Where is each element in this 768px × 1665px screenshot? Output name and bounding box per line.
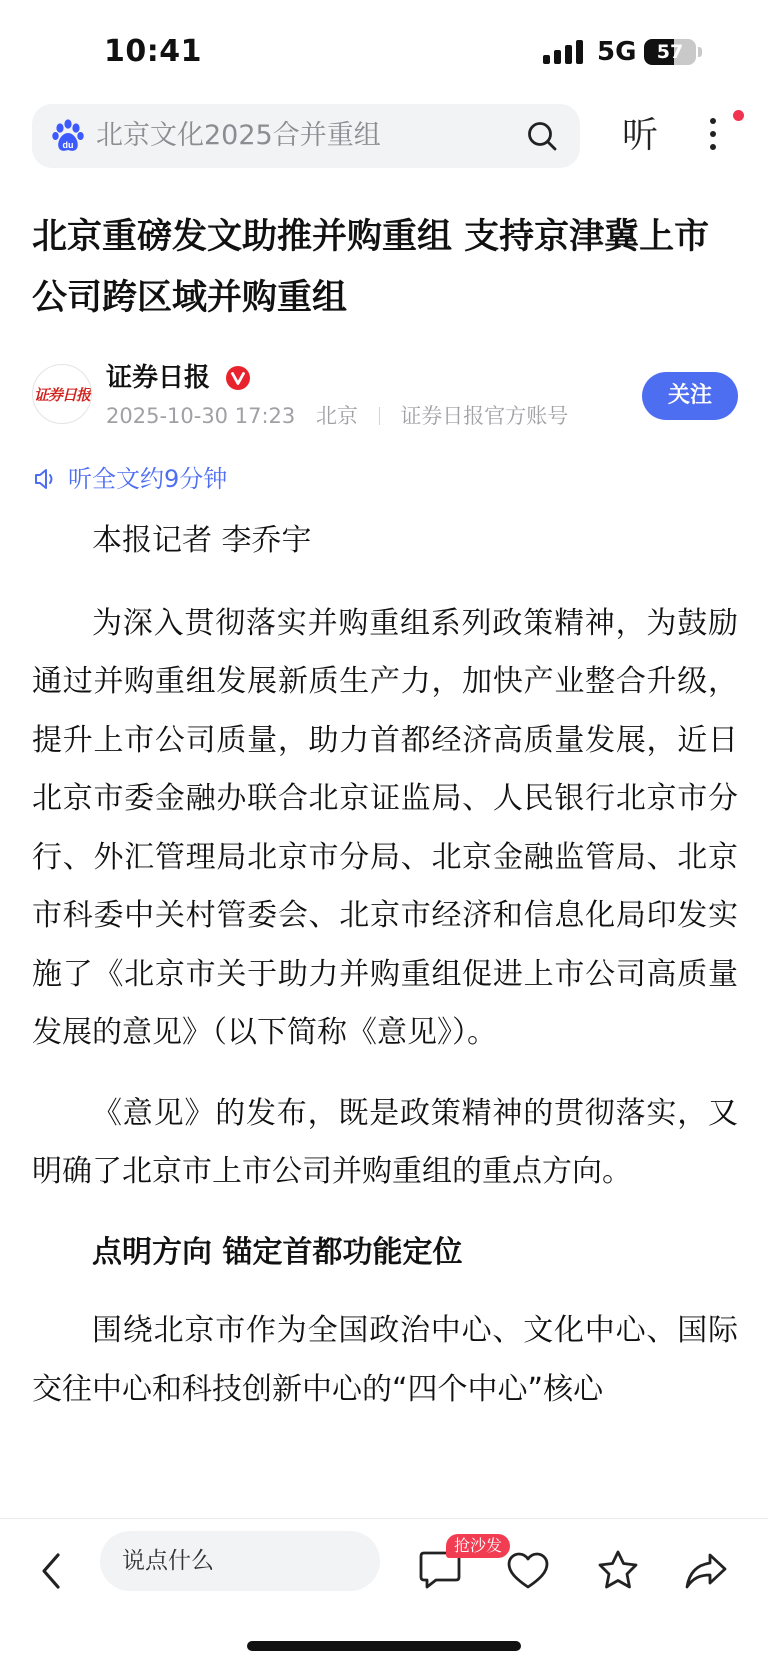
- notification-dot: [733, 110, 744, 121]
- home-indicator: [247, 1641, 521, 1651]
- article-paragraph: 围绕北京市作为全国政治中心、文化中心、国际交往中心和科技创新中心的“四个中心”核心: [32, 1313, 738, 1407]
- listen-button[interactable]: 听: [622, 115, 659, 156]
- bottom-action-bar: [0, 1518, 768, 1665]
- speaker-icon: [34, 468, 58, 490]
- article-title: 北京重磅发文助推并购重组 支持京津冀上市公司跨区域并购重组: [32, 217, 710, 318]
- search-icon[interactable]: [526, 120, 558, 152]
- sofa-badge: 抢沙发: [446, 1534, 510, 1558]
- share-icon[interactable]: [684, 1551, 728, 1591]
- article-body: [32, 512, 738, 1441]
- baidu-paw-icon: [52, 119, 84, 153]
- favorite-star-icon[interactable]: [596, 1549, 640, 1591]
- account-type: 证券日报官方账号: [400, 404, 569, 428]
- meta-divider: [379, 407, 380, 425]
- svg-text:du: du: [62, 140, 74, 150]
- battery-cap: [698, 47, 702, 57]
- back-arrow-icon[interactable]: [34, 1549, 68, 1593]
- article-paragraph: 为深入贯彻落实并购重组系列政策精神，为鼓励通过并购重组发展新质生产力，加快产业整合升级，提升上市公司质量，助力首都经济高质量发展，近日北京市委金融办联合北京证监局、人民银行北京市分行、外汇管理局北京市分局、北京金融监管局、北京市科委中关村管委会、北京市经济和信息化局印发实施了《北京市关于助力并购重组促进上市公司高质量发展的意见》（以下简称《意见》）。: [32, 605, 738, 1050]
- network-type: 5G: [597, 37, 637, 67]
- comment-input[interactable]: 说点什么: [100, 1531, 380, 1591]
- like-heart-icon[interactable]: [506, 1551, 550, 1591]
- listen-full-article-button[interactable]: [34, 460, 227, 498]
- search-bar[interactable]: [32, 104, 580, 168]
- author-name[interactable]: 证券日报: [106, 363, 211, 393]
- author-meta: [106, 401, 568, 431]
- follow-button[interactable]: 关注: [642, 372, 738, 420]
- publish-datetime: 2025-10-30 17:23: [106, 404, 296, 428]
- article-byline: 本报记者 李乔宇: [92, 523, 312, 558]
- article-paragraph: 《意见》的发布，既是政策精神的贯彻落实，又明确了北京市上市公司并购重组的重点方向。: [32, 1095, 738, 1189]
- publish-location: 北京: [315, 404, 358, 428]
- verified-badge-icon: [226, 366, 250, 390]
- author-avatar[interactable]: [32, 364, 92, 424]
- battery-level: 57: [656, 41, 684, 63]
- signal-icon: [543, 40, 585, 64]
- search-input[interactable]: 北京文化2025合并重组: [96, 120, 381, 151]
- status-time: 10:41: [104, 34, 202, 69]
- article-subheading: 点明方向 锚定首都功能定位: [92, 1234, 463, 1270]
- status-bar: [0, 0, 768, 100]
- battery-icon: [644, 39, 696, 65]
- avatar-logo-text: 证券日报: [33, 386, 90, 404]
- more-menu-icon[interactable]: [700, 112, 726, 162]
- listen-full-label: 听全文约9分钟: [68, 465, 228, 493]
